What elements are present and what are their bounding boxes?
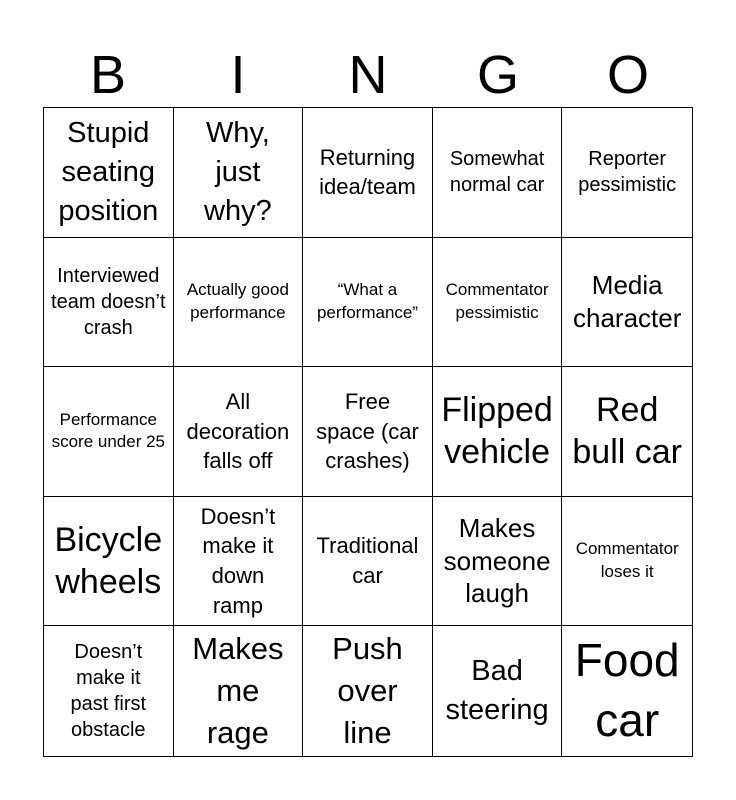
bingo-cell[interactable] [174,108,304,238]
header-letter-o: O [606,45,649,105]
bingo-cell[interactable] [303,108,433,238]
bingo-cell-label: Doesn’t make it past first obstacle [70,641,147,742]
bingo-cell-label: Makes someone laugh [443,513,551,609]
bingo-board [43,107,693,757]
bingo-cell-label: Interviewed team doesn’t crash [51,264,166,339]
header-letter-b: B [89,45,127,105]
bingo-cell-label: Performance score under 25 [51,409,165,452]
bingo-cell[interactable] [433,238,563,368]
bingo-cell-label: Makes me rage [192,631,284,751]
bingo-cell[interactable] [174,626,304,756]
bingo-cell-label: Commentator pessimistic [445,279,549,322]
bingo-cell-label: “What a performance” [316,279,419,322]
bingo-cell[interactable] [433,367,563,497]
bingo-cell-label: Flipped vehicle [441,390,553,472]
bingo-cell[interactable] [44,238,174,368]
bingo-header [43,42,693,108]
bingo-cell-label: Stupid seating position [58,116,159,227]
bingo-cell[interactable] [562,497,692,627]
header-letter-g: G [476,45,519,105]
bingo-cell[interactable] [44,367,174,497]
bingo-cell-label: Why, just why? [204,116,272,227]
bingo-cell[interactable] [44,497,174,627]
bingo-cell-label: Media character [573,270,682,333]
bingo-cell[interactable] [303,626,433,756]
bingo-cell[interactable] [44,108,174,238]
bingo-cell[interactable] [174,497,304,627]
bingo-cell-label: Push over line [332,631,403,751]
bingo-cell[interactable] [562,108,692,238]
bingo-cell-label: Doesn’t make it down ramp [200,503,276,618]
bingo-cell-label: Bicycle wheels [54,520,163,602]
bingo-cell-label: Actually good performance [186,279,289,322]
bingo-cell-label: Traditional car [316,533,419,589]
bingo-cell[interactable] [562,367,692,497]
bingo-cell[interactable] [433,497,563,627]
bingo-cell[interactable] [174,367,304,497]
bingo-cell-label: Reporter pessimistic [578,148,677,197]
bingo-cell[interactable] [433,108,563,238]
bingo-cell-label: Food car [574,634,680,747]
bingo-cell-label: Bad steering [445,655,549,727]
bingo-cell[interactable] [174,238,304,368]
bingo-cell[interactable] [303,367,433,497]
bingo-cell-label: Somewhat normal car [449,148,545,197]
bingo-cell[interactable] [562,626,692,756]
bingo-cell[interactable] [562,238,692,368]
header-letter-i: I [230,45,246,105]
bingo-cell-label: Free space (car crashes) [316,388,419,474]
bingo-cell-label: Commentator loses it [575,539,679,582]
bingo-cell[interactable] [44,626,174,756]
bingo-cell[interactable] [303,238,433,368]
bingo-cell-label: All decoration falls off [186,388,290,474]
bingo-cell[interactable] [303,497,433,627]
bingo-cell[interactable] [433,626,563,756]
bingo-cell-label: Returning idea/team [319,144,416,200]
bingo-cell-label: Red bull car [572,390,682,472]
header-letter-n: N [348,45,388,105]
